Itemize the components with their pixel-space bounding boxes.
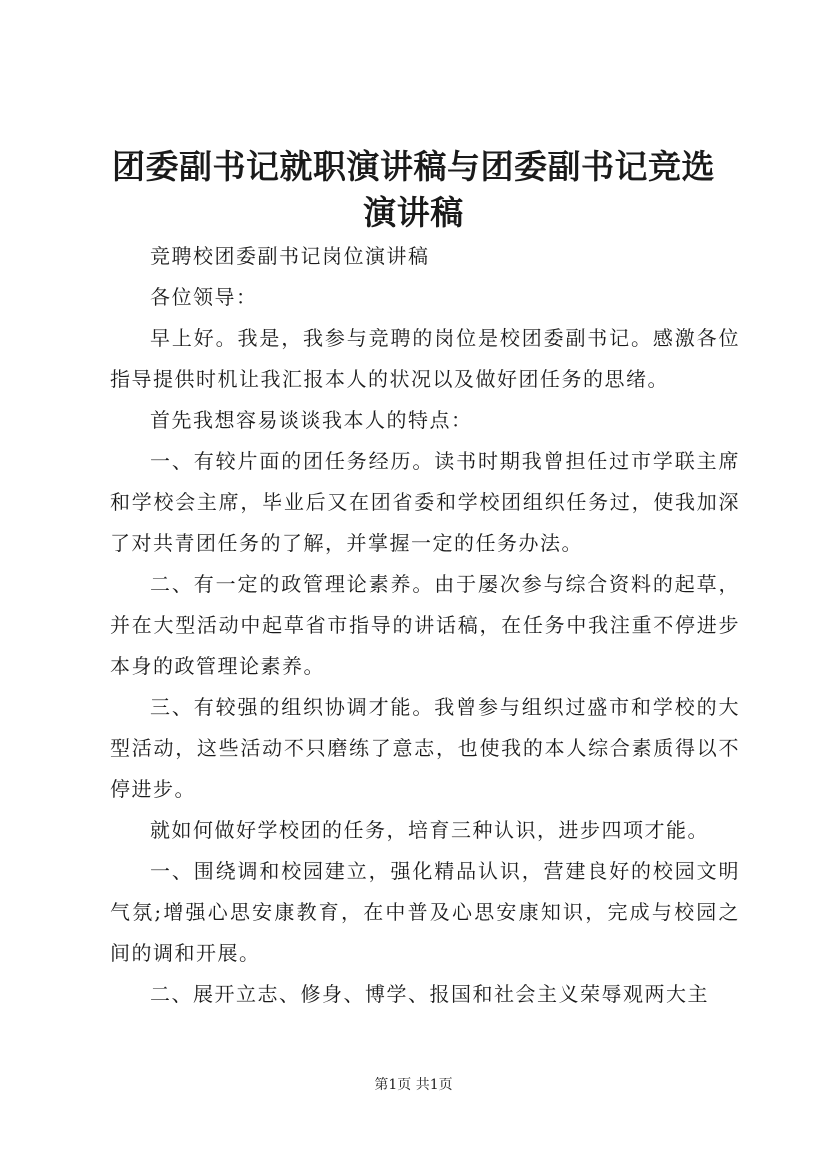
paragraph-subtitle: 竞聘校团委副书记岗位演讲稿 xyxy=(150,244,430,268)
paragraph-plan-1: 一、围绕调和校园建立，强化精品认识，营建良好的校园文明气氛;增强心思安康教育，在中普及心思安康知识，完成与校园之间的调和开展。 xyxy=(110,859,740,965)
paragraph-point-2: 二、有一定的政管理论素养。由于屡次参与综合资料的起草，并在大型活动中起草省市指导的讲话稿，在任务中我注重不停进步本身的政管理论素养。 xyxy=(110,572,740,678)
paragraph-plan: 就如何做好学校团的任务，培育三种认识，进步四项才能。 xyxy=(150,818,709,842)
paragraph-point-1: 一、有较片面的团任务经历。读书时期我曾担任过市学联主席和学校会主席，毕业后又在团省委和学校团组织任务过，使我加深了对共青团任务的了解，并掌握一定的任务办法。 xyxy=(110,449,740,555)
paragraph-point-3: 三、有较强的组织协调才能。我曾参与组织过盛市和学校的大型活动，这些活动不只磨练了意志，也使我的本人综合素质得以不停进步。 xyxy=(110,695,740,801)
page-footer: 第1页 共1页 xyxy=(374,1077,453,1093)
document-body xyxy=(110,236,740,1015)
paragraph-salutation: 各位领导： xyxy=(150,285,258,309)
paragraph-intro: 首先我想容易谈谈我本人的特点： xyxy=(150,408,473,432)
paragraph-greeting: 早上好。我是，我参与竞聘的岗位是校团委副书记。感激各位指导提供时机让我汇报本人的状况以及做好团任务的思绪。 xyxy=(110,326,740,391)
document-title: 团委副书记就职演讲稿与团委副书记竞选演讲稿 xyxy=(112,147,715,232)
paragraph-plan-2: 二、展开立志、修身、博学、报国和社会主义荣辱观两大主 xyxy=(150,982,709,1006)
